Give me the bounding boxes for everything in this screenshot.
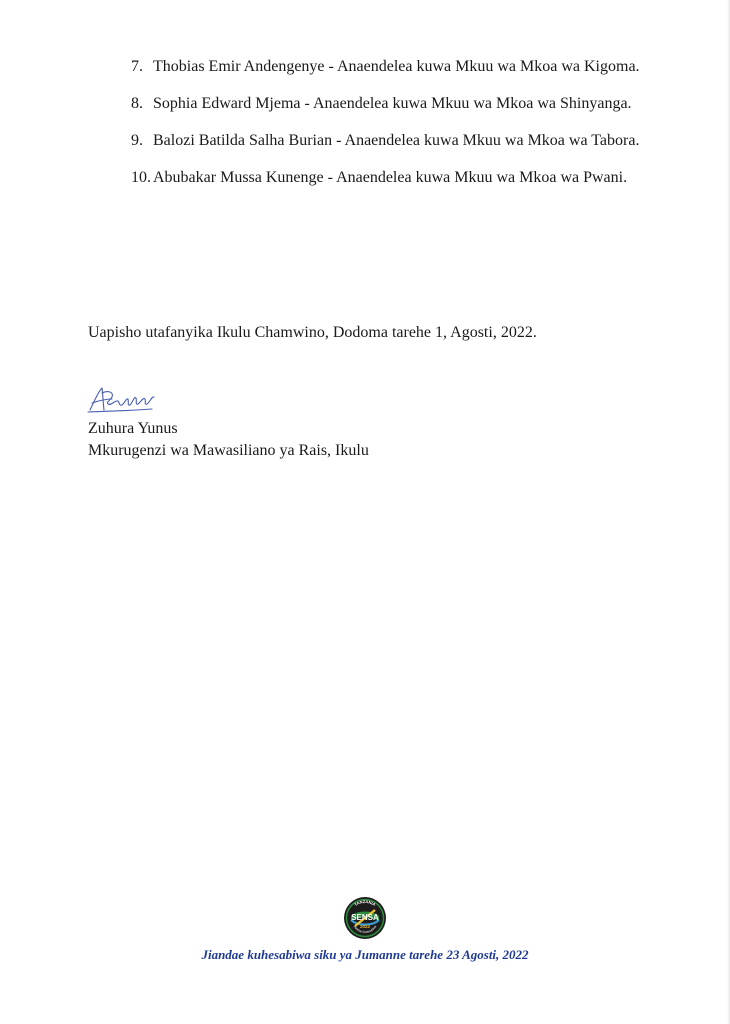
logo-year: 2022 bbox=[359, 924, 371, 929]
list-item-text: Abubakar Mussa Kunenge - Anaendelea kuwa Mkuu wa Mkoa wa Pwani. bbox=[153, 169, 628, 186]
list-item-number: 7. bbox=[131, 58, 143, 75]
list-item-text: Balozi Batilda Salha Burian - Anaendelea kuwa Mkuu wa Mkoa wa Tabora. bbox=[153, 132, 640, 149]
list-item bbox=[131, 56, 643, 78]
sensa-logo-icon bbox=[343, 896, 387, 940]
list-item-number: 9. bbox=[131, 132, 143, 149]
list-item-number: 10. bbox=[131, 169, 151, 186]
appointment-list bbox=[131, 56, 643, 204]
swearing-in-statement: Uapisho utafanyika Ikulu Chamwino, Dodoma tarehe 1, Agosti, 2022. bbox=[88, 324, 537, 341]
footer-note: Jiandae kuhesabiwa siku ya Jumanne tarehe 23 Agosti, 2022 bbox=[201, 947, 529, 962]
logo-main-text: SENSA bbox=[351, 913, 379, 922]
logo-tagline: Jiandae Kuhesabiwa bbox=[352, 924, 378, 935]
list-item bbox=[131, 167, 643, 189]
list-item bbox=[131, 130, 643, 152]
logo-arc-text: TANZANIA bbox=[353, 898, 377, 908]
signature-image bbox=[86, 384, 158, 418]
list-item-number: 8. bbox=[131, 95, 143, 112]
signer-title: Mkurugenzi wa Mawasiliano ya Rais, Ikulu bbox=[88, 442, 369, 459]
list-item-text: Sophia Edward Mjema - Anaendelea kuwa Mkuu wa Mkoa wa Shinyanga. bbox=[153, 95, 632, 112]
signer-name: Zuhura Yunus bbox=[88, 420, 178, 437]
list-item-text: Thobias Emir Andengenye - Anaendelea kuwa Mkuu wa Mkoa wa Kigoma. bbox=[153, 58, 640, 75]
list-item bbox=[131, 93, 643, 115]
